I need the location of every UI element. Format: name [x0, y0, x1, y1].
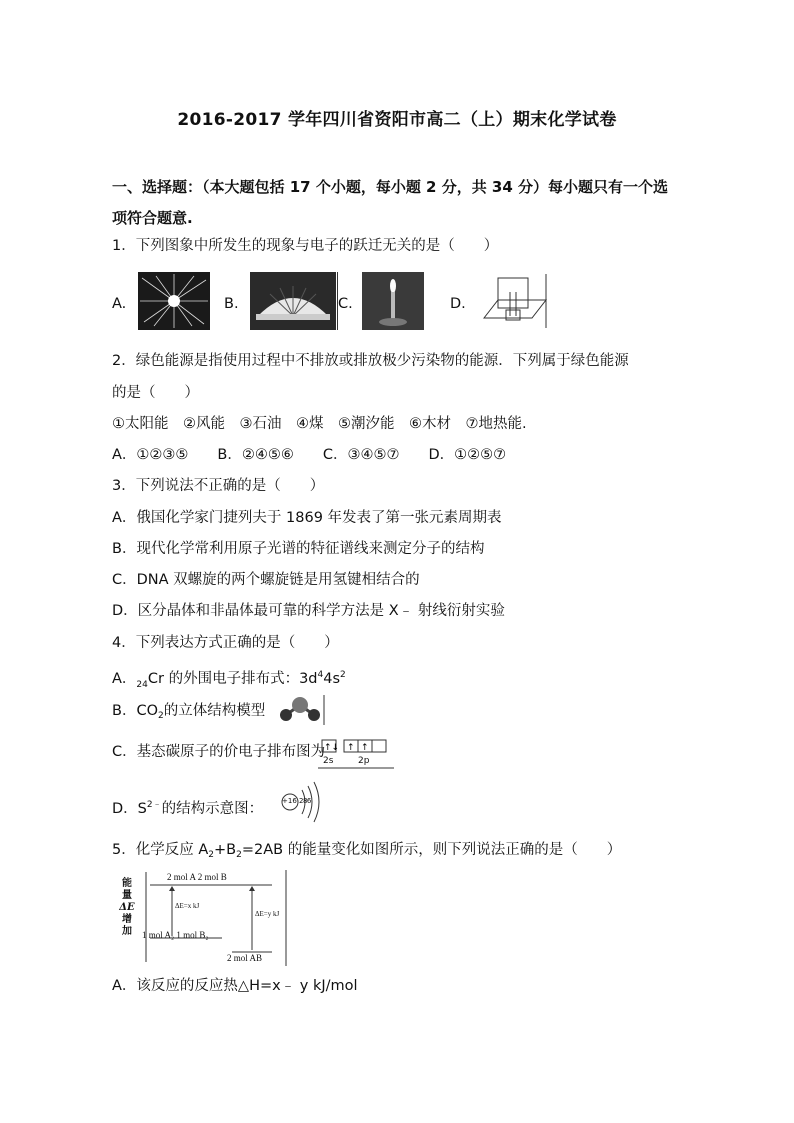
q1-stem: 1．下列图象中所发生的现象与电子的跃迁无关的是（ ） — [112, 238, 499, 254]
q2-options: A．①②③⑤ B．②④⑤⑥ C．③④⑤⑦ D．①②⑤⑦ — [112, 447, 507, 463]
q3-option-b: B．现代化学常利用原子光谱的特征谱线来测定分子的结构 — [112, 541, 485, 557]
q5-bottom-level-label: 2 mol AB — [227, 953, 263, 963]
q5-delta-y-label: ΔE=y kJ — [255, 910, 280, 918]
q2-stem-line2: 的是（ ） — [112, 385, 199, 401]
q1-candle-image — [362, 272, 424, 330]
q1-option-b-label: B. — [224, 296, 239, 312]
q5-energy-diagram — [112, 870, 288, 966]
q4-nucleus-label: +16 — [282, 797, 297, 805]
q5-top-level-label: 2 mol A 2 mol B — [167, 872, 227, 882]
page-title: 2016-2017 学年四川省资阳市高二（上）期末化学试卷 — [177, 110, 617, 130]
q3-option-d: D．区分晶体和非晶体最可靠的科学方法是 X﹣ 射线衍射实验 — [112, 603, 505, 619]
q4-option-b: B．$CO_2$的立体结构模型 — [112, 703, 266, 721]
q5-axis-char-4: 增 — [122, 914, 132, 925]
q1-option-d-label: D. — [450, 296, 466, 312]
q4-option-d: D．$S^{2﹣}$的结构示意图： — [112, 800, 264, 817]
q4-orbital-2p-label: 2p — [358, 756, 370, 766]
q1-fireworks-image — [138, 272, 210, 330]
q4-option-c: C．基态碳原子的价电子排布图为 — [112, 744, 326, 760]
q5-mid-level-label: 1 mol A₂ 1 mol B₂ — [142, 930, 209, 940]
q1-option-c-label: C. — [338, 296, 353, 312]
q4-co2-model-image — [276, 695, 326, 725]
q3-option-c: C．DNA 双螺旋的两个螺旋链是用氢键相结合的 — [112, 572, 420, 588]
q4-orbital-2s-label: 2s — [323, 756, 334, 766]
q3-stem: 3．下列说法不正确的是（ ） — [112, 478, 325, 494]
q5-axis-char-1: 能 — [122, 878, 132, 889]
q5-axis-char-3: ΔE — [119, 902, 135, 913]
q2-items: ①太阳能 ②风能 ③石油 ④煤 ⑤潮汐能 ⑥木材 ⑦地热能. — [112, 416, 527, 432]
svg-text:↑↓: ↑↓ — [324, 743, 340, 753]
q4-shell-electrons-label: 286 — [299, 797, 311, 805]
q5-axis-char-5: 加 — [122, 926, 132, 937]
q2-stem-line1: 2．绿色能源是指使用过程中不排放或排放极少污染物的能源．下列属于绿色能源 — [112, 353, 629, 369]
svg-text:↑: ↑ — [347, 743, 355, 753]
q5-axis-char-2: 量 — [122, 890, 132, 901]
q1-option-a-label: A. — [112, 296, 127, 312]
q3-option-a: A．俄国化学家门捷列夫于 1869 年发表了第一张元素周期表 — [112, 510, 502, 526]
svg-text:↑: ↑ — [361, 743, 369, 753]
q5-stem: 5．化学反应 $A_2+B_2=2AB$ 的能量变化如图所示，则下列说法正确的是（ ） — [112, 842, 622, 860]
q5-option-a: A．该反应的反应热△H=x﹣ y kJ/mol — [112, 978, 358, 994]
q5-delta-x-label: ΔE=x kJ — [175, 902, 200, 910]
q4-stem: 4．下列表达方式正确的是（ ） — [112, 635, 339, 651]
section-heading-line2: 项符合题意. — [112, 209, 193, 227]
q1-refraction-diagram — [476, 272, 548, 330]
section-heading-line1: 一、选择题：（本大题包括 17 个小题，每小题 2 分，共 34 分）每小题只有一个选 — [112, 178, 669, 196]
q4-option-a: A．$_{24}$Cr 的外围电子排布式：$3d^44s^2$ — [112, 670, 346, 690]
q1-neon-crown-image — [250, 272, 336, 330]
